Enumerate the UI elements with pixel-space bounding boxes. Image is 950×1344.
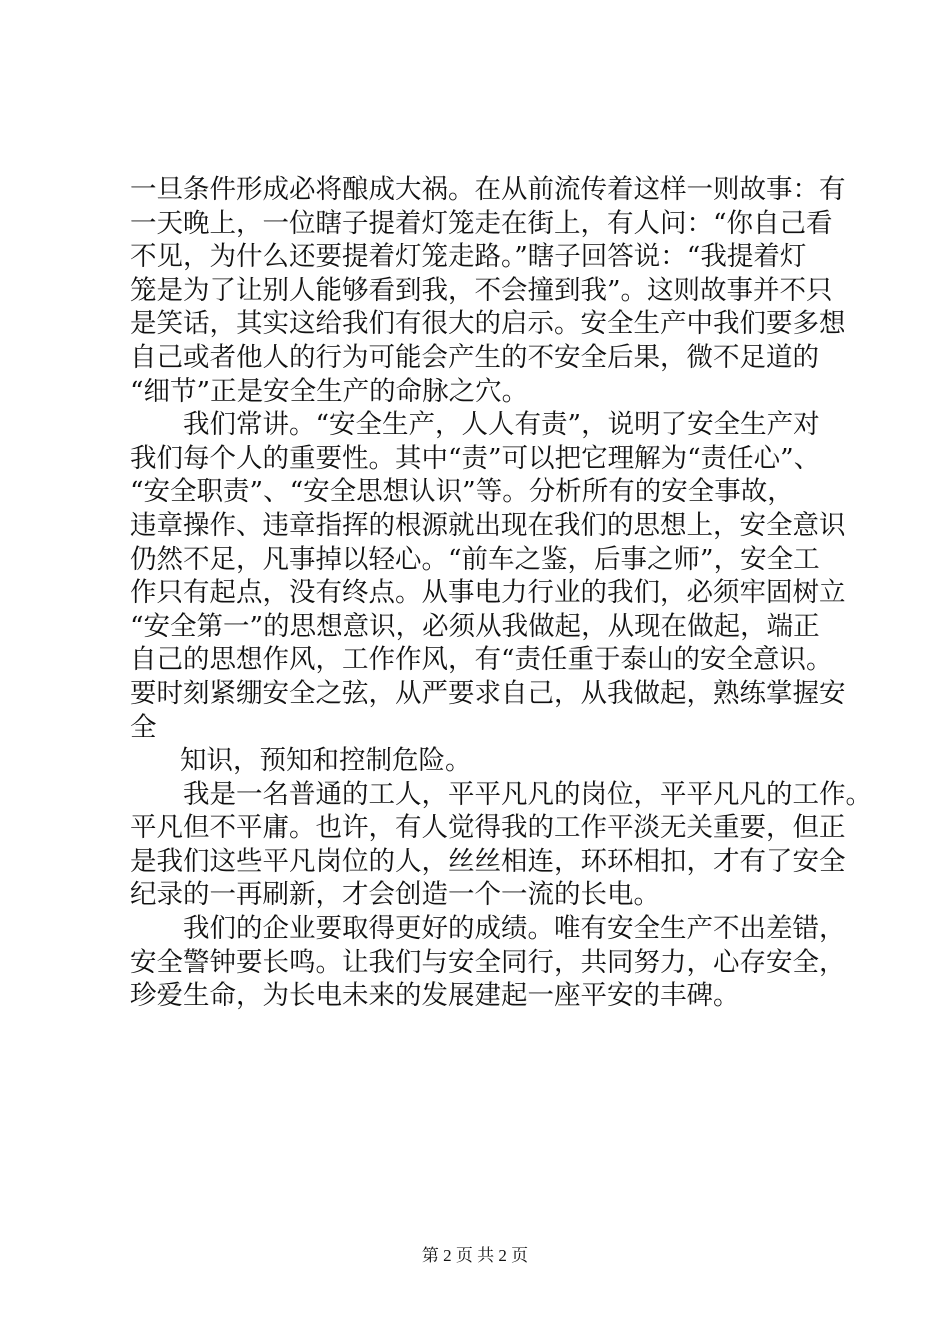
text-line: 是笑话，其实这给我们有很大的启示。安全生产中我们要多想	[130, 308, 846, 340]
text-line: 一天晚上，一位瞎子提着灯笼走在街上，有人问：“你自己看	[130, 207, 833, 239]
text-line: 平凡但不平庸。也许，有人觉得我的工作平淡无关重要，但正	[130, 812, 846, 844]
text-line: “安全第一”的思想意识，必须从我做起，从现在做起，端正	[130, 610, 820, 642]
text-line: 违章操作、违章指挥的根源就出现在我们的思想上，安全意识	[130, 509, 846, 541]
text-line: 一旦条件形成必将酿成大祸。在从前流传着这样一则故事：有	[130, 174, 846, 205]
text-line: 自己或者他人的行为可能会产生的不安全后果，微不足道的	[130, 341, 819, 373]
text-line: “细节”正是安全生产的命脉之穴。	[130, 375, 529, 407]
text-line: 自己的思想作风，工作作风，有“责任重于泰山的安全意识。	[130, 644, 833, 676]
text-line: 纪录的一再刷新，才会创造一个一流的长电。	[130, 879, 660, 911]
text-line: 全	[130, 711, 157, 743]
text-line: 要时刻紧绷安全之弦，从严要求自己，从我做起，熟练掌握安	[130, 677, 846, 709]
text-line: 笼是为了让别人能够看到我，不会撞到我”。这则故事并不只	[130, 274, 833, 306]
page-number-footer: 第 2 页 共 2 页	[421, 1246, 529, 1265]
paragraph-start-line: 我们的企业要取得更好的成绩。唯有安全生产不出差错，	[183, 913, 846, 945]
text-line: “安全职责”、“安全思想认识”等。分析所有的安全事故，	[130, 476, 794, 508]
paragraph-start-line: 我是一名普通的工人，平平凡凡的岗位，平平凡凡的工作。	[183, 778, 872, 810]
text-line: 我们每个人的重要性。其中“责”可以把它理解为“责任心”、	[130, 442, 821, 474]
text-line: 不见，为什么还要提着灯笼走路。”瞎子回答说：“我提着灯	[130, 241, 807, 273]
text-line: 珍爱生命，为长电未来的发展建起一座平安的丰碑。	[130, 980, 740, 1012]
text-line: 是我们这些平凡岗位的人，丝丝相连，环环相扣，才有了安全	[130, 845, 846, 877]
text-line: 安全警钟要长鸣。让我们与安全同行，共同努力，心存安全，	[130, 946, 846, 978]
text-line: 作只有起点，没有终点。从事电力行业的我们，必须牢固树立	[130, 577, 846, 609]
document-body	[130, 173, 872, 1013]
text-line: 仍然不足，凡事掉以轻心。“前车之鉴，后事之师”，安全工	[130, 543, 820, 575]
paragraph-start-line: 知识，预知和控制危险。	[180, 745, 472, 777]
paragraph-start-line: 我们常讲。“安全生产，人人有责”，说明了安全生产对	[183, 409, 820, 441]
